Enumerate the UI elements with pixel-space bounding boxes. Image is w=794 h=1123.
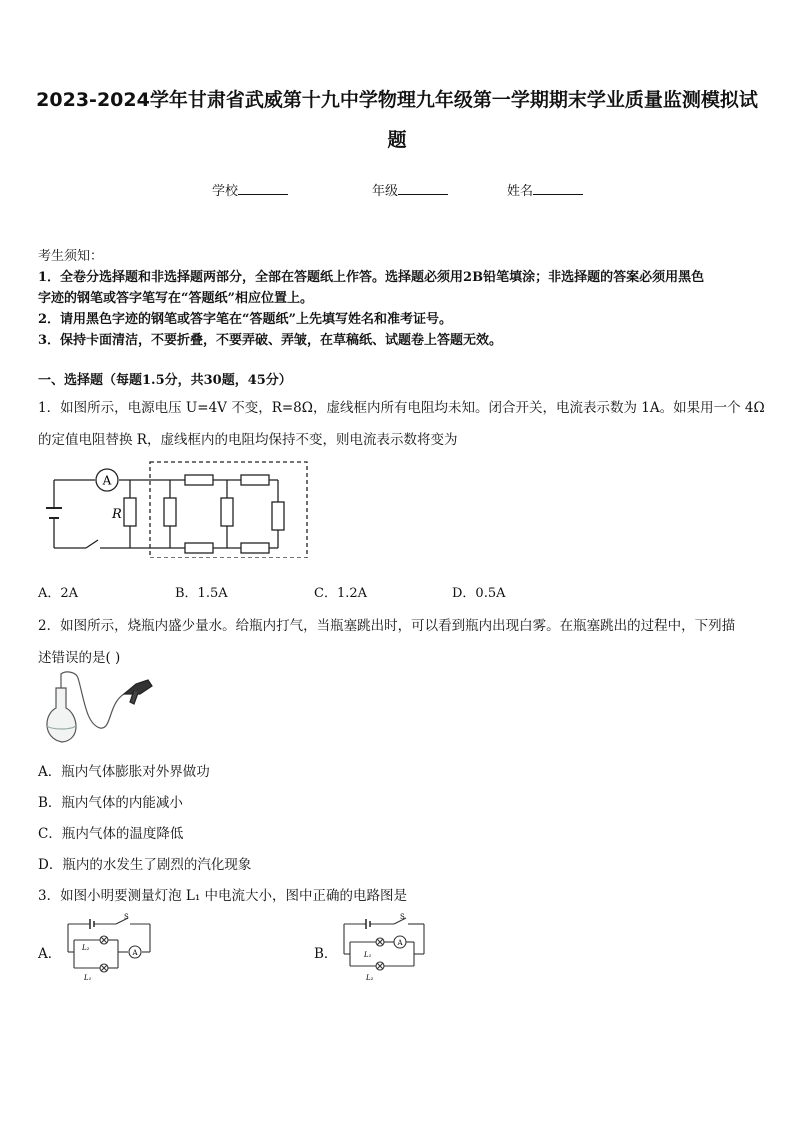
name-label: 姓名 xyxy=(507,184,534,199)
notice-item: 字迹的钢笔或答字笔写在“答题纸”相应位置上。 xyxy=(38,291,313,306)
lamp-l1-label: L₁ xyxy=(84,974,92,982)
ammeter-label: A xyxy=(397,939,403,947)
notice-heading: 考生须知： xyxy=(38,249,104,264)
q2-text-line2: 述错误的是( ) xyxy=(38,650,121,666)
flask-pump-illustration xyxy=(38,668,156,746)
q3-option-b[interactable]: B． xyxy=(314,946,338,962)
q3-option-a[interactable]: A． xyxy=(38,946,62,962)
q1-option-b[interactable]: B．1.5A xyxy=(175,586,228,601)
ammeter-label: A xyxy=(102,473,112,488)
q2-option-d[interactable]: D．瓶内的水发生了剧烈的汽化现象 xyxy=(38,857,252,873)
lamp-l2-label: L₂ xyxy=(366,974,374,982)
q2-option-c[interactable]: C．瓶内气体的温度降低 xyxy=(38,826,184,842)
page-title-line2: 题 xyxy=(387,129,407,151)
notice-item: 1．全卷分选择题和非选择题两部分，全部在答题纸上作答。选择题必须用2B铅笔填涂；非选择题的答案必须用黑色 xyxy=(38,270,705,285)
grade-field xyxy=(372,180,448,199)
school-label: 学校 xyxy=(212,184,239,199)
grade-label: 年级 xyxy=(372,184,399,199)
section-heading: 一、选择题（每题1.5分，共30题，45分） xyxy=(38,373,292,388)
q2-option-b[interactable]: B．瓶内气体的内能减小 xyxy=(38,795,183,811)
q1-option-a[interactable]: A．2A xyxy=(38,586,79,601)
q1-circuit-diagram xyxy=(38,458,313,558)
q3-text: 3．如图小明要测量灯泡 L₁ 中电流大小，图中正确的电路图是 xyxy=(38,888,408,904)
school-blank xyxy=(238,182,288,195)
q1-text-line1: 1．如图所示，电源电压 U=4V 不变，R=8Ω，虚线框内所有电阻均未知。闭合开关，电流表示数为 1A。如果用一个 4Ω xyxy=(38,400,765,416)
q1-text-line2: 的定值电阻替换 R，虚线框内的电阻均保持不变，则电流表示数将变为 xyxy=(38,432,458,448)
switch-label: S xyxy=(124,913,129,921)
q2-option-a[interactable]: A．瓶内气体膨胀对外界做功 xyxy=(38,764,210,780)
notice-item: 2．请用黑色字迹的钢笔或答字笔在“答题纸”上先填写姓名和准考证号。 xyxy=(38,312,453,327)
q2-text-line1: 2．如图所示，烧瓶内盛少量水。给瓶内打气，当瓶塞跳出时，可以看到瓶内出现白雾。在瓶塞跳出的过程中，下列描 xyxy=(38,618,736,634)
q3-circuit-b xyxy=(338,912,430,984)
lamp-l1-label: L₁ xyxy=(364,951,372,959)
notice-item: 3．保持卡面清洁，不要折叠，不要弄破、弄皱，在草稿纸、试题卷上答题无效。 xyxy=(38,333,503,348)
resistor-label: R xyxy=(112,507,122,522)
page-title-line1: 2023-2024学年甘肃省武威第十九中学物理九年级第一学期期末学业质量监测模拟试 xyxy=(36,89,758,111)
q3-circuit-a xyxy=(60,912,158,984)
q1-option-c[interactable]: C．1.2A xyxy=(314,586,368,601)
name-blank xyxy=(533,182,583,195)
q1-option-d[interactable]: D．0.5A xyxy=(452,586,506,601)
name-field xyxy=(507,180,583,199)
ammeter-label: A xyxy=(132,949,138,957)
school-field xyxy=(212,180,288,199)
switch-label: S xyxy=(400,913,405,921)
lamp-l2-label: L₂ xyxy=(82,944,90,952)
grade-blank xyxy=(398,182,448,195)
